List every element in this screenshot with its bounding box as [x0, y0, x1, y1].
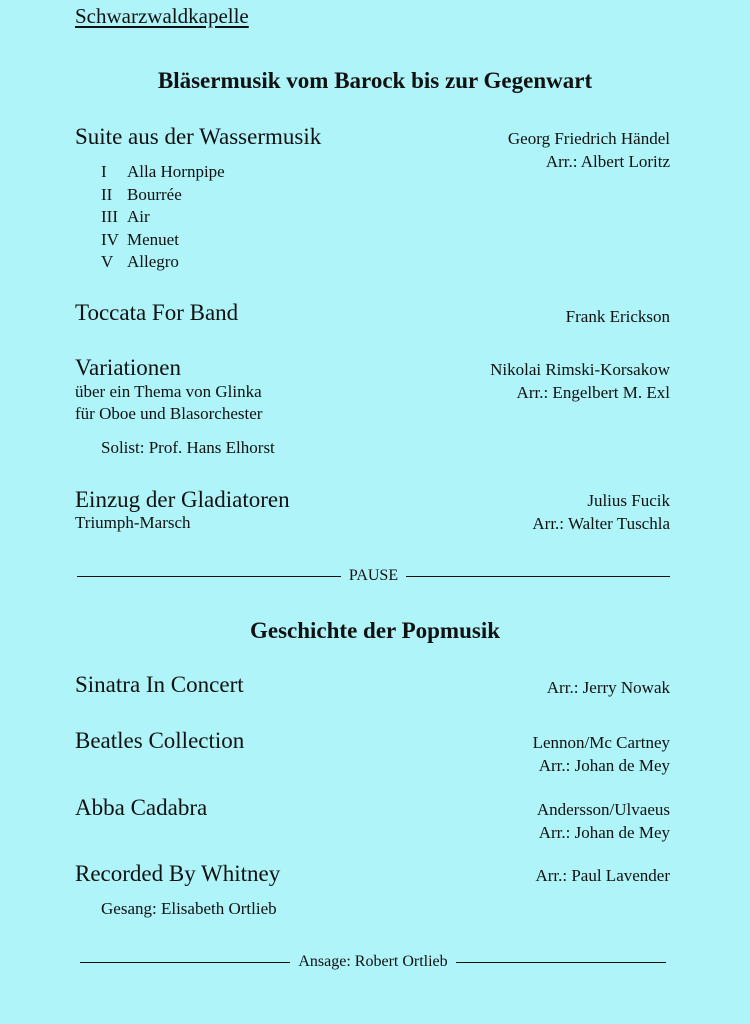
- divider-line: [77, 576, 341, 577]
- section-title-pop: Geschichte der Popmusik: [249, 618, 501, 643]
- composer: Frank Erickson: [565, 307, 670, 326]
- announcer-divider: [80, 953, 666, 971]
- movement: III Air: [101, 207, 150, 226]
- work-subtitle: über ein Thema von Glinka: [75, 382, 262, 401]
- work-credits-gladiatoren: [532, 489, 670, 535]
- arranger: Arr.: Johan de Mey: [538, 756, 670, 775]
- work-title-abba: Abba Cadabra: [75, 795, 208, 820]
- pause-divider: [77, 567, 670, 585]
- pause-label: PAUSE: [348, 567, 399, 584]
- composer: Nikolai Rimski-Korsakow: [490, 360, 670, 379]
- movement: V Allegro: [101, 252, 179, 271]
- arranger: Arr.: Engelbert M. Exl: [516, 383, 670, 402]
- work-title-sinatra: Sinatra In Concert: [75, 672, 244, 697]
- movement: IV Menuet: [101, 229, 179, 249]
- singer: Gesang: Elisabeth Ortlieb: [101, 899, 277, 918]
- divider-line: [80, 962, 290, 963]
- arranger: Arr.: Jerry Nowak: [546, 678, 670, 697]
- arranger: Arr.: Paul Lavender: [535, 866, 670, 885]
- movement-list: [101, 161, 225, 274]
- soloist: Solist: Prof. Hans Elhorst: [101, 438, 275, 457]
- work-title-toccata: Toccata For Band: [75, 300, 239, 325]
- arranger: Arr.: Johan de Mey: [538, 823, 670, 842]
- work-credits-beatles: [533, 731, 670, 777]
- work-subtitle: für Oboe und Blasorchester: [75, 404, 263, 423]
- composer: Lennon/Mc Cartney: [532, 733, 670, 752]
- divider-line: [456, 962, 666, 963]
- movement: II Bourrée: [101, 184, 182, 204]
- ensemble-name: Schwarzwaldkapelle: [75, 4, 249, 28]
- composer: Georg Friedrich Händel: [507, 129, 670, 148]
- work-credits-variationen: [490, 358, 670, 404]
- work-title-beatles: Beatles Collection: [75, 728, 245, 753]
- announcer-label: Ansage: Robert Ortlieb: [298, 953, 448, 970]
- movement: I Alla Hornpipe: [101, 162, 225, 181]
- work-title-variationen: Variationen: [75, 355, 182, 380]
- composer: Andersson/Ulvaeus: [536, 800, 670, 819]
- divider-line: [406, 576, 670, 577]
- section-title-baroque: Bläsermusik vom Barock bis zur Gegenwart: [157, 68, 593, 93]
- work-title-whitney: Recorded By Whitney: [75, 861, 281, 886]
- work-title-gladiatoren: Einzug der Gladiatoren: [75, 487, 290, 512]
- work-credits-wassermusik: [508, 127, 670, 173]
- work-title-wassermusik: Suite aus der Wassermusik: [75, 124, 322, 149]
- arranger: Arr.: Albert Loritz: [545, 152, 670, 171]
- arranger: Arr.: Walter Tuschla: [532, 514, 670, 533]
- work-credits-abba: [537, 798, 670, 844]
- work-subtitle: Triumph-Marsch: [75, 513, 191, 532]
- composer: Julius Fucik: [587, 491, 670, 510]
